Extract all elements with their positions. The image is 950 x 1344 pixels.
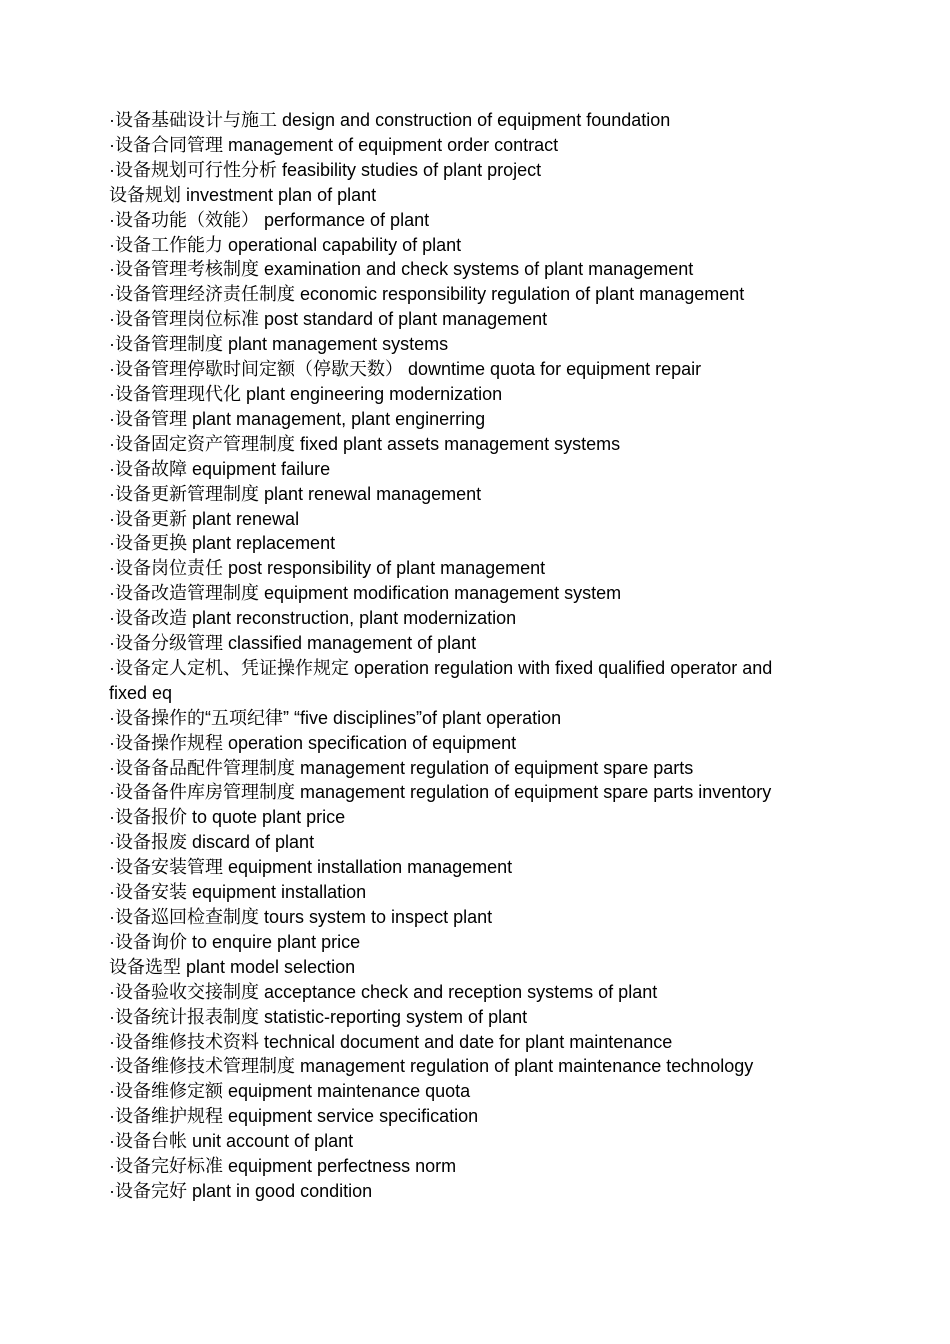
glossary-entry: ·设备完好 plant in good condition xyxy=(109,1180,373,1201)
glossary-entry: ·设备分级管理 classified management of plant xyxy=(109,633,477,654)
glossary-entry: 设备规划 investment plan of plant xyxy=(109,184,377,205)
glossary-entry: ·设备报废 discard of plant xyxy=(109,832,315,853)
glossary-entry: ·设备巡回检查制度 tours system to inspect plant xyxy=(109,907,493,927)
glossary-entry: ·设备合同管理 management of equipment order contract xyxy=(109,134,559,155)
glossary-entry: ·设备管理制度 plant management systems xyxy=(109,334,449,355)
glossary-entry: 设备选型 plant model selection xyxy=(109,956,356,977)
glossary-entry: ·设备固定资产管理制度 fixed plant assets management systems xyxy=(109,433,621,454)
glossary-entry: ·设备管理经济责任制度 economic responsibility regulation of plant management xyxy=(109,284,745,305)
glossary-entry: ·设备规划可行性分析 feasibility studies of plant project xyxy=(109,159,542,180)
glossary-entry: ·设备验收交接制度 acceptance check and reception systems of plant xyxy=(109,981,658,1002)
glossary-entry: ·设备操作规程 operation specification of equipment xyxy=(109,732,517,753)
glossary-entry: ·设备安装管理 equipment installation management xyxy=(109,857,513,878)
glossary-entry: ·设备岗位责任 post responsibility of plant management xyxy=(109,558,546,579)
document-body xyxy=(109,108,809,1204)
glossary-entry: ·设备改造 plant reconstruction, plant modernization xyxy=(109,608,517,629)
glossary-entry: ·设备维修定额 equipment maintenance quota xyxy=(109,1081,471,1102)
glossary-entry: ·设备基础设计与施工 design and construction of equipment foundation xyxy=(109,110,671,130)
glossary-entry: ·设备维修技术管理制度 management regulation of plant maintenance technology xyxy=(109,1056,754,1077)
glossary-entry: ·设备统计报表制度 statistic-reporting system of plant xyxy=(109,1006,528,1027)
glossary-entry: ·设备工作能力 operational capability of plant xyxy=(109,234,462,255)
glossary-entry: ·设备故障 equipment failure xyxy=(109,458,331,479)
glossary-entry: ·设备定人定机、凭证操作规定 operation regulation with fixed qualified operator and fixed eq xyxy=(109,657,773,703)
glossary-entry: ·设备台帐 unit account of plant xyxy=(109,1131,354,1152)
glossary-entry: ·设备管理岗位标准 post standard of plant management xyxy=(109,309,548,330)
glossary-entry: ·设备更新管理制度 plant renewal management xyxy=(109,483,482,504)
glossary-entry: ·设备完好标准 equipment perfectness norm xyxy=(109,1156,457,1177)
glossary-entry: ·设备功能（效能） performance of plant xyxy=(109,209,430,230)
glossary-entry: ·设备管理现代化 plant engineering modernization xyxy=(109,383,503,404)
glossary-entry: ·设备管理 plant management, plant enginerring xyxy=(109,408,486,429)
glossary-entry: ·设备更新 plant renewal xyxy=(109,508,300,529)
glossary-entry: ·设备询价 to enquire plant price xyxy=(109,931,361,952)
glossary-entry: ·设备备品配件管理制度 management regulation of equipment spare parts xyxy=(109,757,694,778)
glossary-entry: ·设备更换 plant replacement xyxy=(109,533,336,554)
glossary-entry: ·设备报价 to quote plant price xyxy=(109,807,346,828)
glossary-entry: ·设备改造管理制度 equipment modification management system xyxy=(109,583,622,604)
glossary-entry: ·设备安装 equipment installation xyxy=(109,882,367,903)
glossary-entry: ·设备备件库房管理制度 management regulation of equipment spare parts inventory xyxy=(109,782,772,803)
glossary-entry: ·设备管理停歇时间定额（停歇天数） downtime quota for equipment repair xyxy=(109,359,702,380)
glossary-entry: ·设备操作的“五项纪律” “five disciplines”of plant operation xyxy=(109,707,562,728)
glossary-entry: ·设备维护规程 equipment service specification xyxy=(109,1106,479,1127)
glossary-entry: ·设备管理考核制度 examination and check systems of plant management xyxy=(109,259,694,280)
glossary-entry: ·设备维修技术资料 technical document and date for plant maintenance xyxy=(109,1031,673,1052)
